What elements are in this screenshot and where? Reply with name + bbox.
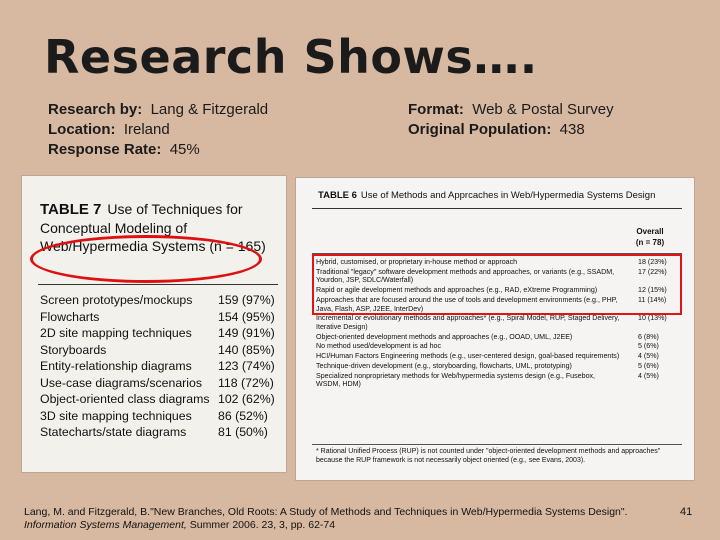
method-value: 5 (6%) (638, 362, 659, 371)
technique-label: Entity-relationship diagrams (40, 359, 192, 373)
table6-rows (316, 258, 678, 390)
method-label: HCI/Human Factors Engineering methods (e.g., user-centered design, goal-based requirements) (316, 352, 620, 361)
table-row (316, 372, 678, 389)
technique-label: Object-oriented class diagrams (40, 392, 210, 406)
table6-number: TABLE 6 (318, 190, 357, 201)
location-value: Ireland (123, 121, 170, 138)
response-rate-label: Response Rate: (48, 141, 162, 158)
format-value: Web & Postal Survey (472, 101, 614, 118)
technique-label: Screen prototypes/mockups (40, 293, 193, 307)
table6-col-head: Overall (636, 227, 664, 236)
technique-label: Use-case diagrams/scenarios (40, 375, 202, 390)
table-row (316, 296, 678, 313)
method-label: Specialized nonproprietary methods for Web/hypermedia systems design (e.g., Fusebox, WSDM, HDM) (316, 371, 596, 389)
technique-label: Flowcharts (40, 309, 100, 324)
research-by-row (48, 100, 268, 120)
table-row (40, 359, 282, 376)
table6-column-header (620, 226, 680, 248)
table-row (316, 333, 678, 342)
table-row (40, 293, 282, 310)
response-rate-value: 45% (169, 141, 200, 158)
table-row (40, 376, 282, 393)
table6-col-sub: (n = 78) (635, 238, 665, 247)
table6-footnote: * Rational Unified Process (RUP) is not counted under "object-oriented development methods and approaches" because the RUP framework is not necessarily object oriented (e.g., see Evans, 2003). (316, 448, 661, 464)
table6-image (296, 178, 694, 480)
method-value: 17 (22%) (638, 267, 667, 276)
technique-label: 2D site mapping techniques (40, 326, 192, 340)
slide-title: Research Shows…. (44, 30, 538, 84)
table-row (316, 314, 678, 331)
response-rate-row (48, 140, 268, 160)
table-row (40, 310, 282, 327)
technique-label: Statecharts/state diagrams (40, 425, 187, 439)
citation (24, 506, 664, 532)
table-row (316, 342, 678, 351)
table6-caption: Use of Methods and Apprcaches in Web/Hypermedia Systems Design (360, 190, 656, 201)
method-value: 5 (6%) (638, 342, 659, 351)
technique-value: 154 (95%) (218, 309, 275, 324)
location-row (48, 120, 268, 140)
method-value: 4 (5%) (638, 371, 659, 380)
citation-journal: Information Systems Management, (24, 519, 187, 531)
technique-value: 81 (50%) (218, 425, 268, 439)
method-label: Hybrid, customised, or proprietary in-house method or approach (316, 258, 518, 266)
format-label: Format: (408, 101, 464, 118)
highlight-circle (30, 235, 262, 283)
table-row (316, 362, 678, 371)
table6-top-rule (312, 208, 682, 209)
method-label: Incremental or evolutionary methods and approaches* (e.g., Spiral Model, RUP, Staged Delivery, Iterative Design) (316, 314, 620, 331)
technique-value: 123 (74%) (218, 359, 275, 373)
method-label: No method used/development is ad hoc (316, 342, 442, 351)
method-label: Technique-driven development (e.g., storyboarding, flowcharts, UML, prototyping) (316, 362, 572, 371)
technique-value: 118 (72%) (218, 375, 274, 390)
research-by-value: Lang & Fitzgerald (150, 101, 269, 118)
table-row (40, 326, 282, 343)
table7-caption: Use of Techniques for Conceptual Modeling of Web/Hypermedia Systems (n = 165) (40, 201, 266, 254)
method-label: Object-oriented development methods and approaches (e.g., OOAD, UML, J2EE) (316, 332, 573, 341)
technique-value: 159 (97%) (218, 293, 275, 307)
table7-rows (40, 293, 282, 442)
table7-divider (38, 284, 278, 285)
technique-value: 86 (52%) (218, 408, 268, 423)
technique-label: 3D site mapping techniques (40, 408, 192, 423)
location-label: Location: (48, 121, 116, 138)
format-row (408, 100, 614, 120)
table-row (40, 409, 282, 426)
table-row (316, 258, 678, 267)
table7-number: TABLE 7 (40, 201, 102, 218)
method-label: Rapid or agile development methods and approaches (e.g., RAD, eXtreme Programming) (316, 286, 598, 295)
method-value: 10 (13%) (638, 314, 667, 323)
citation-details: Summer 2006. 23, 3, pp. 62-74 (186, 519, 336, 531)
population-row (408, 120, 614, 140)
method-value: 18 (23%) (638, 258, 667, 266)
table-row (316, 268, 678, 285)
research-by-label: Research by: (48, 101, 143, 118)
method-value: 4 (5%) (638, 352, 659, 361)
table7-image (22, 176, 286, 472)
table-row (316, 352, 678, 361)
table-row (40, 425, 282, 442)
method-label: Approaches that are focused around the use of tools and development environments (e.g., PHP, Java, Flash, ASP, J2EE, InterDev) (316, 295, 618, 313)
citation-line2 (24, 519, 664, 532)
table6-bottom-rule (312, 444, 682, 445)
technique-value: 102 (62%) (218, 392, 275, 406)
method-value: 11 (14%) (638, 295, 667, 304)
technique-value: 149 (91%) (218, 326, 275, 340)
method-label: Traditional "legacy" software development methods and approaches, or variants (e.g., SSADM, Yourdon, JSP, SDLC/Waterfall) (316, 267, 615, 285)
technique-label: Storyboards (40, 342, 107, 357)
method-value: 12 (15%) (638, 286, 667, 295)
population-label: Original Population: (408, 121, 552, 138)
table-row (40, 343, 282, 360)
page-number: 41 (680, 506, 693, 518)
study-info-left (48, 100, 268, 160)
table-row (316, 286, 678, 295)
population-value: 438 (559, 121, 585, 138)
technique-value: 140 (85%) (218, 342, 275, 357)
citation-line1: Lang, M. and Fitzgerald, B."New Branches, Old Roots: A Study of Methods and Techniques in Web/Hypermedia Systems Design". (24, 506, 628, 518)
table-row (40, 392, 282, 409)
method-value: 6 (8%) (638, 332, 659, 341)
table6-title (318, 190, 655, 201)
study-info-right (408, 100, 614, 140)
